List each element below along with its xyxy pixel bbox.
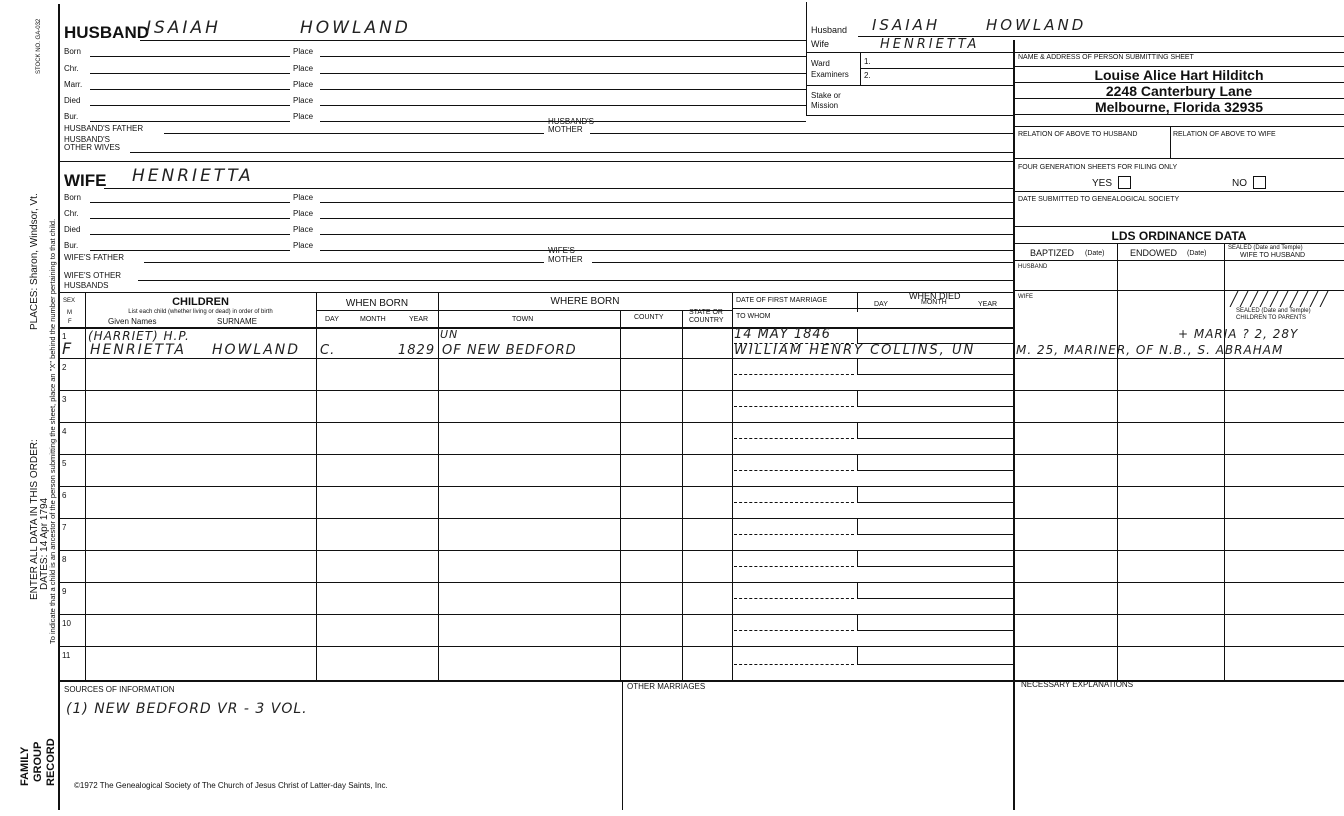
wife-name: HENRIETTA <box>132 166 254 186</box>
stake-label-1: Stake or <box>811 91 841 100</box>
wife-born-label: Born <box>64 193 81 202</box>
col-children-instruction: List each child (whether living or dead) in order of birth <box>128 309 273 315</box>
husband-mother-label-1: HUSBAND'S <box>548 117 594 126</box>
table-row <box>58 550 1344 551</box>
row-number-4: 4 <box>62 427 67 436</box>
husband-heading: HUSBAND <box>64 23 149 42</box>
table-row <box>58 390 1344 391</box>
row-number-2: 2 <box>62 363 67 372</box>
wife-chr-field[interactable] <box>90 218 290 219</box>
husband-born-label: Born <box>64 47 81 56</box>
wife-other-husbands-label-1: WIFE'S OTHER <box>64 271 122 280</box>
child1-note-top: + MARIA ? 2, 28Y <box>1178 327 1299 341</box>
wife-born-field[interactable] <box>90 202 290 203</box>
sources-value: (1) NEW BEDFORD VR - 3 VOL. <box>66 701 308 717</box>
wife-bur-label: Bur. <box>64 241 79 250</box>
row-number-8: 8 <box>62 555 67 564</box>
relation-husband-label: RELATION OF ABOVE TO HUSBAND <box>1018 131 1138 138</box>
wife-mother-field[interactable] <box>592 262 1013 263</box>
examiner-2: 2. <box>864 71 871 80</box>
husband-marr-place-label: Place <box>293 80 314 89</box>
lds-baptized-date: (Date) <box>1085 250 1105 257</box>
col-sex: SEX <box>63 298 76 304</box>
husband-born-field[interactable] <box>90 56 290 57</box>
header-husband-surname: HOWLAND <box>986 16 1087 34</box>
right-panel-border <box>1013 40 1015 810</box>
wife-bur-field[interactable] <box>90 250 290 251</box>
row-number-11: 11 <box>62 651 71 660</box>
husband-mother-label-2: MOTHER <box>548 125 583 134</box>
lds-sealed-2: WIFE TO HUSBAND <box>1240 252 1306 259</box>
row-number-10: 10 <box>62 619 71 628</box>
header-wife-label: Wife <box>811 39 829 49</box>
necessary-explanations-label: NECESSARY EXPLANATIONS <box>1021 680 1134 689</box>
child1-marriage-date: 14 MAY 1846 <box>734 327 831 342</box>
child1-born-year: 1829 <box>398 343 436 358</box>
husband-other-wives-label-1: HUSBAND'S <box>64 135 110 144</box>
wife-mother-label-1: WIFE'S <box>548 246 575 255</box>
col-when-died: WHEN DIED <box>909 291 961 301</box>
table-row <box>58 454 1344 455</box>
stock-number: STOCK NO. GA-032 <box>36 18 42 74</box>
lds-hatch-icon <box>1226 291 1336 307</box>
table-row <box>58 422 1344 423</box>
husband-bur-label: Bur. <box>64 112 79 121</box>
header-husband-label: Husband <box>811 25 848 35</box>
submitter-name: Louise Alice Hart Hilditch <box>1094 67 1264 83</box>
col-when-born: WHEN BORN <box>345 298 409 309</box>
four-gen-label: FOUR GENERATION SHEETS FOR FILING ONLY <box>1018 164 1178 171</box>
form-title-group: GROUP <box>32 741 44 782</box>
lds-baptized: BAPTIZED <box>1030 248 1075 258</box>
table-row <box>58 486 1344 487</box>
wife-mother-label-2: MOTHER <box>548 255 583 264</box>
husband-other-wives-field[interactable] <box>130 152 1013 153</box>
col-died-year: YEAR <box>978 301 998 308</box>
husband-surname: HOWLAND <box>300 18 411 38</box>
wife-born-place-label: Place <box>293 193 314 202</box>
husband-other-wives-label-2: OTHER WIVES <box>64 143 121 152</box>
child1-born-day: C. <box>320 343 336 358</box>
header-husband-given: ISAIAH <box>872 16 941 34</box>
husband-died-place-label: Place <box>293 96 314 105</box>
wife-other-husbands-label-2: HUSBANDS <box>64 281 109 290</box>
col-first-marriage: DATE OF FIRST MARRIAGE <box>736 297 828 304</box>
header-wife-value: HENRIETTA <box>880 37 980 52</box>
lds-sealed-children-1: SEALED (Date and Temple) <box>1236 308 1311 314</box>
wife-heading: WIFE <box>64 171 107 190</box>
four-gen-no-label: NO <box>1232 178 1247 189</box>
form-title-family: FAMILY <box>19 746 31 786</box>
wife-bur-place-label: Place <box>293 241 314 250</box>
child1-surname: HOWLAND <box>212 342 301 358</box>
four-gen-yes-checkbox[interactable] <box>1118 176 1131 189</box>
four-gen-no-checkbox[interactable] <box>1253 176 1266 189</box>
row-number-3: 3 <box>62 395 67 404</box>
husband-marr-field[interactable] <box>90 89 290 90</box>
four-gen-yes-label: YES <box>1092 178 1113 189</box>
lds-husband: HUSBAND <box>1018 264 1048 270</box>
date-submitted-label: DATE SUBMITTED TO GENEALOGICAL SOCIETY <box>1018 196 1180 203</box>
husband-died-field[interactable] <box>90 105 290 106</box>
col-children: CHILDREN <box>172 296 229 308</box>
submitter-street: 2248 Canterbury Lane <box>1105 83 1253 99</box>
lds-title: LDS ORDINANCE DATA <box>1111 229 1247 243</box>
lds-wife: WIFE <box>1018 294 1033 300</box>
examiners-label: Examiners <box>811 70 849 79</box>
col-given-names: Given Names <box>108 317 157 326</box>
col-where-born: WHERE BORN <box>550 296 620 307</box>
lds-endowed: ENDOWED <box>1130 248 1177 258</box>
col-born-month: MONTH <box>360 316 386 323</box>
husband-chr-field[interactable] <box>90 73 290 74</box>
col-born-year: YEAR <box>409 316 429 323</box>
col-died-day: DAY <box>874 301 888 308</box>
wife-died-label: Died <box>64 225 81 234</box>
row-number-5: 5 <box>62 459 67 468</box>
col-county: COUNTY <box>634 314 664 321</box>
husband-bur-place-label: Place <box>293 112 314 121</box>
table-row <box>58 518 1344 519</box>
lds-endowed-date: (Date) <box>1187 250 1207 257</box>
form-title-record: RECORD <box>45 738 57 786</box>
row-number-9: 9 <box>62 587 67 596</box>
child1-town-note: UN <box>440 328 459 341</box>
copyright: ©1972 The Genealogical Society of The Church of Jesus Christ of Latter-day Saints, Inc. <box>74 781 388 790</box>
row-number-6: 6 <box>62 491 67 500</box>
col-born-day: DAY <box>325 316 339 323</box>
submitter-city: Melbourne, Florida 32935 <box>1094 99 1264 115</box>
submitter-heading: NAME & ADDRESS OF PERSON SUBMITTING SHEET <box>1018 54 1194 61</box>
col-state-2: COUNTRY <box>689 317 724 324</box>
husband-mother-field[interactable] <box>590 133 1013 134</box>
child1-note-bottom: M. 25, MARINER, OF N.B., S. ABRAHAM <box>1016 343 1284 357</box>
table-row <box>58 614 1344 615</box>
husband-father-label: HUSBAND'S FATHER <box>64 124 144 133</box>
wife-other-husbands-field[interactable] <box>138 280 1013 281</box>
dates-note: DATES: 14 Apr 1794 <box>39 497 50 590</box>
table-row <box>58 582 1344 583</box>
child1-town: OF NEW BEDFORD <box>442 343 577 358</box>
col-died-month: MONTH <box>921 299 947 306</box>
wife-father-label: WIFE'S FATHER <box>64 253 125 262</box>
table-row <box>58 358 1344 359</box>
left-border <box>58 4 60 810</box>
relation-wife-label: RELATION OF ABOVE TO WIFE <box>1173 131 1276 138</box>
husband-chr-place-label: Place <box>293 64 314 73</box>
ward-label: Ward <box>811 59 830 68</box>
row-number-7: 7 <box>62 523 67 532</box>
row-number-1: 1 <box>62 332 67 341</box>
husband-marr-label: Marr. <box>64 80 83 89</box>
lds-sealed-children-2: CHILDREN TO PARENTS <box>1236 315 1307 321</box>
child1-spouse: WILLIAM HENRY COLLINS, UN <box>734 343 976 358</box>
col-state-1: STATE OR <box>689 309 723 316</box>
wife-chr-place-label: Place <box>293 209 314 218</box>
sources-label: SOURCES OF INFORMATION <box>64 685 175 694</box>
stake-label-2: Mission <box>811 101 839 110</box>
wife-died-field[interactable] <box>90 234 290 235</box>
lds-sealed-1: SEALED (Date and Temple) <box>1228 245 1303 251</box>
wife-chr-label: Chr. <box>64 209 79 218</box>
husband-father-field[interactable] <box>164 133 544 134</box>
ancestor-instruction: To indicate that a child is an ancestor of the person submitting the sheet, place an "X" behind the number pertaining to that child. <box>48 218 57 644</box>
other-marriages-label: OTHER MARRIAGES <box>627 682 706 691</box>
husband-bur-field[interactable] <box>90 121 290 122</box>
table-row <box>58 646 1344 647</box>
wife-died-place-label: Place <box>293 225 314 234</box>
child1-sex: F <box>62 339 72 358</box>
col-to-whom: TO WHOM <box>736 313 771 320</box>
wife-father-field[interactable] <box>144 262 544 263</box>
husband-born-place-label: Place <box>293 47 314 56</box>
enter-all-note: ENTER ALL DATA IN THIS ORDER: <box>29 439 40 600</box>
col-sex-f: F <box>68 319 72 325</box>
child1-given: HENRIETTA <box>90 342 186 358</box>
husband-chr-label: Chr. <box>64 64 79 73</box>
col-sex-m: M <box>67 310 72 316</box>
header-box-left <box>806 2 807 116</box>
examiner-1: 1. <box>864 57 871 66</box>
child1-alt-name: (HARRIET) H.P. <box>88 329 190 343</box>
husband-died-label: Died <box>64 96 81 105</box>
col-surname: SURNAME <box>217 317 258 326</box>
places-note: PLACES: Sharon, Windsor, Vt. <box>29 193 40 330</box>
col-town: TOWN <box>512 316 534 323</box>
husband-given-name: ISAIAH <box>146 18 221 38</box>
